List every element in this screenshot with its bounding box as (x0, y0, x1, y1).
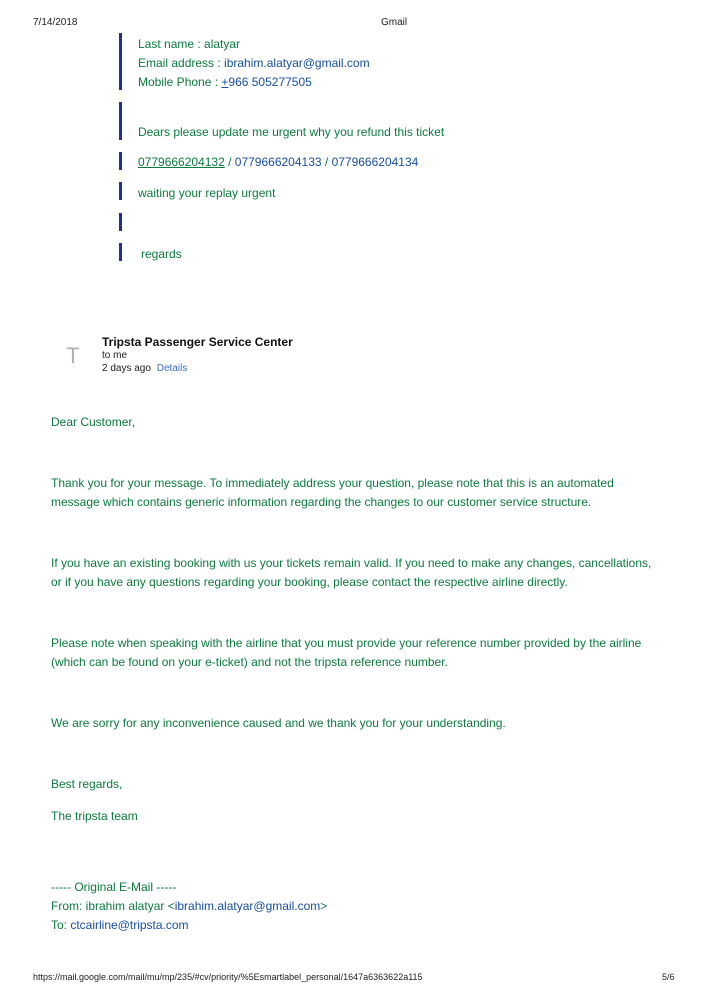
print-date: 7/14/2018 (33, 17, 78, 28)
original-divider: ----- Original E-Mail ----- (51, 880, 177, 894)
sender-name: Tripsta Passenger Service Center (102, 335, 293, 349)
message-meta (102, 363, 187, 374)
ticket-separator: / (224, 155, 235, 169)
original-to-label: To: (51, 918, 71, 932)
ticket-numbers-line (138, 155, 418, 169)
print-title: Gmail (381, 17, 408, 28)
quoted-waiting: waiting your replay urgent (138, 186, 276, 200)
original-to-email[interactable]: ctcairline@tripsta.com (70, 918, 189, 932)
original-from-line (51, 899, 327, 913)
quoted-last-name: Last name : alatyar (138, 37, 241, 51)
original-from-email[interactable]: ibrahim.alatyar@gmail.com (174, 899, 321, 913)
body-paragraph-4: We are sorry for any inconvenience caused and we thank you for your understanding. (51, 716, 506, 730)
ticket-link-1[interactable]: 0779666204132 (138, 155, 225, 169)
ticket-link-3[interactable]: 0779666204134 (331, 155, 419, 169)
quoted-message: Dears please update me urgent why you refund this ticket (138, 125, 445, 139)
quoted-email-label: Email address : (138, 56, 225, 70)
message-time: 2 days ago (102, 363, 151, 374)
sender-avatar: T (66, 343, 80, 368)
body-paragraph-2: If you have an existing booking with us your tickets remain valid. If you need to make any changes, cancellations, or if you have any questions regarding your booking, please contact the respective airline directly. (51, 556, 652, 589)
original-to-line (51, 918, 189, 932)
quoted-phone-link[interactable] (221, 75, 311, 89)
ticket-link-2[interactable]: 0779666204133 (234, 155, 322, 169)
signature: The tripsta team (51, 809, 138, 823)
quoted-regards: regards (141, 247, 182, 261)
quoted-phone-label: Mobile Phone : (138, 75, 222, 89)
quote-bar (119, 152, 122, 170)
original-from-label: From: ibrahim alatyar < (51, 899, 175, 913)
details-link[interactable]: Details (156, 363, 188, 374)
quote-bar (119, 243, 122, 261)
quote-bar (119, 102, 122, 140)
quote-bar (119, 182, 122, 200)
recipient-line: to me (102, 350, 128, 361)
body-paragraph-1: Thank you for your message. To immediately address your question, please note that this is an automated message which contains generic information regarding the changes to our customer service structure. (51, 476, 614, 509)
quote-bar (119, 213, 122, 231)
phone-plus: + (221, 75, 229, 89)
greeting: Dear Customer, (51, 415, 136, 429)
phone-number: 966 505277505 (228, 75, 312, 89)
page-number: 5/6 (662, 972, 675, 982)
body-paragraph-3: Please note when speaking with the airline that you must provide your reference number provided by the airline (which can be found on your e-ticket) and not the tripsta reference number. (51, 636, 642, 669)
print-url: https://mail.google.com/mail/mu/mp/235/#cv/priority/%5Esmartlabel_personal/1647a6363622a115 (33, 972, 423, 982)
quoted-email-line (138, 56, 370, 70)
closing: Best regards, (51, 777, 123, 791)
quoted-email-link[interactable]: ibrahim.alatyar@gmail.com (224, 56, 370, 70)
ticket-separator: / (321, 155, 332, 169)
quote-bar (119, 33, 122, 90)
quoted-phone-line (138, 75, 312, 89)
original-from-end: > (320, 899, 328, 913)
